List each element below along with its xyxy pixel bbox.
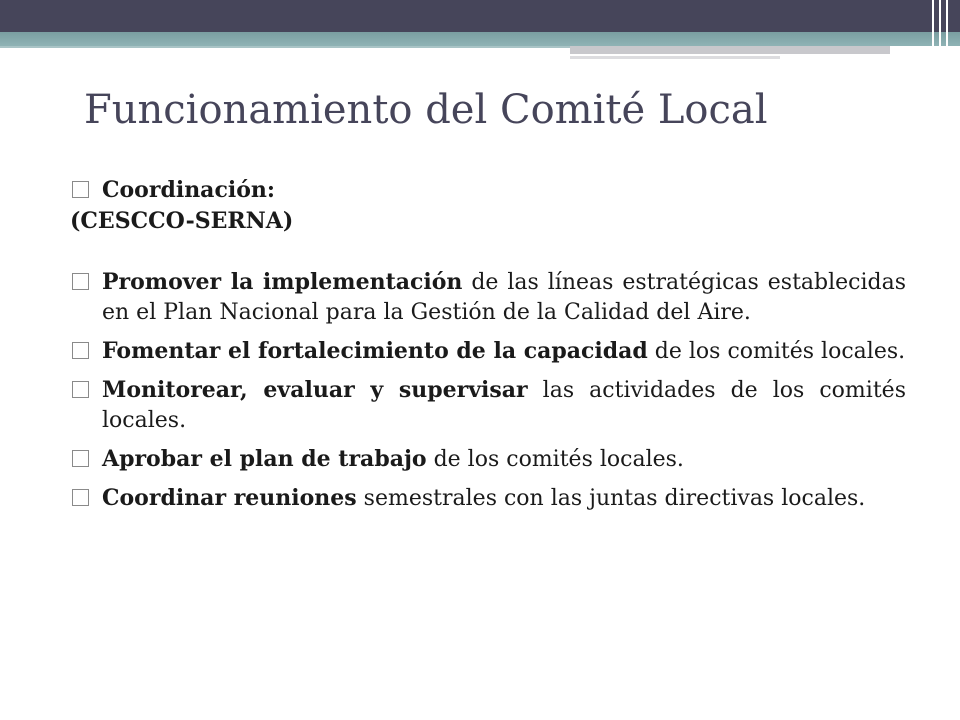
list-item [70, 267, 906, 328]
slide-content [70, 175, 906, 514]
square-bullet-icon [72, 450, 89, 467]
square-bullet-icon [72, 381, 89, 398]
header-vertical-lines [928, 0, 960, 68]
list-item [70, 483, 906, 514]
coordination-org [70, 206, 906, 237]
list-item-text: de los comités locales. [647, 339, 906, 364]
header-bar [0, 0, 960, 32]
coordination-label: Coordinación: [102, 177, 275, 203]
header-accent-band [0, 32, 960, 46]
square-bullet-icon [72, 489, 89, 506]
spacer [70, 237, 906, 267]
header-accent-line [0, 46, 570, 48]
list-item-bold: Monitorear, evaluar y supervisar [102, 377, 528, 403]
list-item-bold: Aprobar el plan de trabajo [102, 446, 427, 472]
coordination-org-text: (CESCCO-SERNA) [70, 208, 294, 234]
header-grey-segment [570, 46, 890, 54]
list-item-text: semestrales con las juntas directivas locales. [356, 486, 866, 511]
list-item-text: de los comités locales. [426, 447, 684, 472]
list-item-bold: Coordinar reuniones [102, 485, 357, 511]
square-bullet-icon [72, 181, 89, 198]
square-bullet-icon [72, 273, 89, 290]
header-grey-segment-lower [570, 56, 780, 59]
slide-title: Funcionamiento del Comité Local [84, 87, 768, 133]
list-item-text: las actividades de los comités locales. [102, 378, 906, 433]
list-item-bold: Fomentar el fortalecimiento de la capacidad [102, 338, 648, 364]
list-item-text: de las líneas estratégicas establecidas en el Plan Nacional para la Gestión de la Calidad del Aire. [102, 270, 907, 325]
square-bullet-icon [72, 342, 89, 359]
list-item [70, 444, 906, 475]
list-item [70, 336, 906, 367]
list-item [70, 375, 906, 436]
coordination-heading [70, 175, 906, 206]
list-item-bold: Promover la implementación [102, 269, 463, 295]
